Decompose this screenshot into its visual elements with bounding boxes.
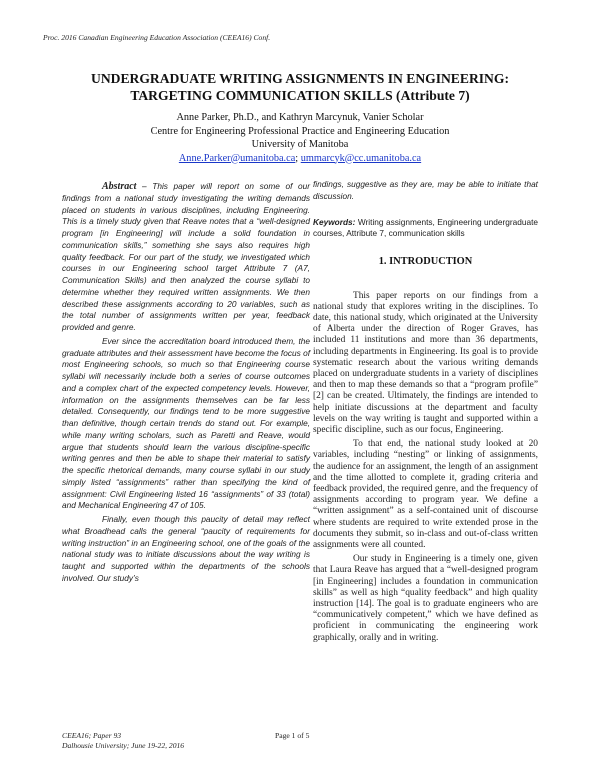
email-link-parker[interactable]: Anne.Parker@umanitoba.ca <box>178 152 296 164</box>
abstract-paragraph-1 <box>62 181 310 334</box>
author-block <box>40 111 560 165</box>
intro-paragraph-1 <box>313 291 538 437</box>
proceedings-header: Proc. 2016 Canadian Engineering Education Association (CEEA16) Conf. <box>43 33 271 42</box>
abstract-paragraph-2: Ever since the accreditation board introduced them, the graduate attributes and their assessment have become the focus of most Engineering schools, so much so that Engineering course syllabi will necessarily include both a series of course outcomes and a complex chart of the expected competency levels. However, information on the assignments themselves can be far less detailed. Consequently, our findings tend to be more suggestive than definitive, though certain trends do stand out. For example, while many writing scholars, such as Paretti and Reave, would argue that students should learn the various discipline-specific writing genres and then be able to shape their material to satisfy the specific rhetorical demands, many course syllabi in our study simply listed “assignments” rather than specifying the kind of assignment: Civil Engineering listed 16 “assignments” of 33 (total) and Mechanical Engineering 47 of 105. <box>62 335 310 511</box>
email-line <box>40 152 560 166</box>
section-heading-introduction: 1. INTRODUCTION <box>378 255 473 267</box>
abstract-continuation: findings, suggestive as they are, may be able to initiate that discussion. <box>313 179 538 201</box>
footer-venue: Dalhousie University; June 19-22, 2016 <box>62 741 185 750</box>
keywords <box>313 217 538 240</box>
intro-p2-text: To that end, the national study looked at 20 variables, including “nesting” or linking of assignments, the audience for an assignment, the length of an assignment and the time allotted to complete it, grading criteria and feedback provided, the required genre, and the frequency of assignments according to program year. We define a “written assignment” as a self-contained unit of discourse where students are required to write extended prose in the documents they submit, so in-class and out-of-class written assignments were all counted. <box>313 439 538 550</box>
title-line-1: UNDERGRADUATE WRITING ASSIGNMENTS IN ENGINEERING: <box>91 71 509 86</box>
keywords-text: Writing assignments, Engineering undergraduate courses, Attribute 7, communication skills <box>313 216 538 238</box>
keywords-label: Keywords: <box>313 216 356 227</box>
authors: Anne Parker, Ph.D., and Kathryn Marcynuk, Vanier Scholar <box>176 112 424 123</box>
right-column <box>313 179 538 644</box>
left-column <box>62 181 310 585</box>
intro-p3-text: Our study in Engineering is a timely one, given that Laura Reave has argued that a “well-designed program [in Engineering] includes a foundation in communication skills” as well as high “quality feedback” and high quality instruction [14]. The goal is to graduate engineers who are “communicatively competent,” which we have defined as proficient in communicating the engineering work graphically, orally and in writing. <box>313 554 538 643</box>
intro-p1-text: This paper reports on our findings from a national study that explores writing in the disciplines. To date, this national study, which originated at the University of Alberta under the direction of Roger Graves, has included 11 institutions and more than 36 departments, including departments in Engineering. Its goal is to provide systematic research about the various writing demands placed on undergraduate students in a variety of disciplines and then to map these demands so that a “program profile” [2] can be created. Ultimately, the findings are intended to help initiate discussions at the department and faculty levels on the way writing is taught and supported within a specific discipline, such as our focus, Engineering. <box>313 290 538 435</box>
title-line-2: TARGETING COMMUNICATION SKILLS (Attribute 7) <box>130 88 470 103</box>
paper-title <box>40 70 560 104</box>
affiliation-centre: Centre for Engineering Professional Practice and Engineering Education <box>150 125 450 137</box>
footer-paper-number: CEEA16; Paper 93 <box>62 731 122 740</box>
email-separator: ; <box>295 152 301 164</box>
footer-left <box>62 731 184 751</box>
affiliation-university: University of Manitoba <box>251 139 349 150</box>
abstract-label: Abstract <box>102 181 137 192</box>
abstract-paragraph-3: Finally, even though this paucity of detail may reflect what Broadhead calls the general “paucity of requirements for writing instruction” in an Engineering school, one of the goals of the national study was to initiate discussions about the way writing is taught and supported within the departments of the schools involved. Our study’s <box>62 514 310 583</box>
abstract-p1-text: This paper will report on some of our findings from a national study investigating the writing demands placed on students in various disciplines, including Engineering. This is a timely study given that Reave notes that a “well-designed program [in Engineering] will include a solid foundation in communication skills,” something she says also requires high quality feedback. For our part of the study, we investigated which courses in our Engineering school target Attribute 7 (A7, Communication Skills) and then analyzed the course syllabi to determine whether they required written assignments. We then described these assignments according to 20 variables, such as the total number of assignments written per year, feedback provided and genre. <box>62 181 311 332</box>
intro-paragraph-2 <box>313 439 538 551</box>
email-link-marcynuk[interactable]: ummarcyk@cc.umanitoba.ca <box>300 152 422 164</box>
intro-paragraph-3 <box>313 554 538 644</box>
abstract-dash: – <box>136 181 153 191</box>
page-number: Page 1 of 5 <box>275 731 310 740</box>
